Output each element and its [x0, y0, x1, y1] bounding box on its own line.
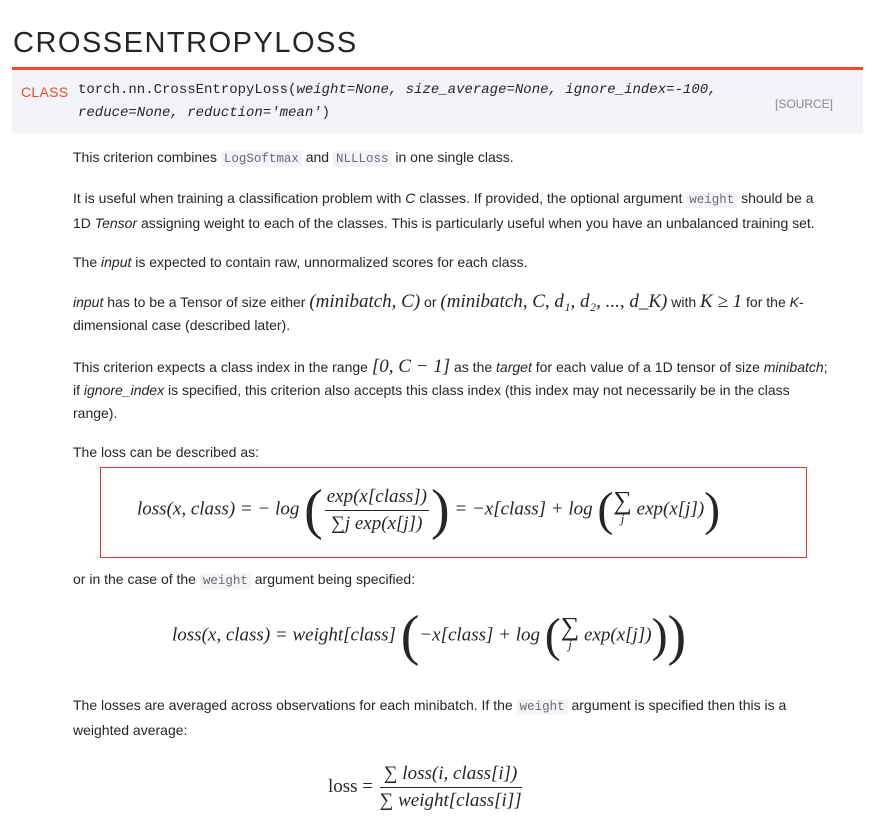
text: for the — [742, 294, 790, 310]
paragraph-input — [73, 251, 858, 274]
fraction-numerator: exp(x[class]) — [325, 486, 429, 511]
signature-params-1: weight=None, size_average=None, ignore_index=-100, — [296, 82, 717, 98]
paragraph-loss-desc: The loss can be described as: — [73, 444, 259, 460]
text: It is useful when training a classification problem with — [73, 190, 406, 206]
formula-box-loss — [100, 467, 807, 558]
text-tensor: Tensor — [94, 215, 138, 231]
text: weighted average: — [73, 722, 188, 738]
code-nllloss: NLLLoss — [333, 151, 392, 167]
open-paren: ( — [288, 82, 297, 98]
math-k-condition: K ≥ 1 — [700, 291, 743, 312]
text: 1D — [73, 215, 95, 231]
formula-weighted-loss — [172, 605, 687, 667]
code-weight: weight — [686, 192, 737, 208]
math-shape-2: (minibatch, C, d₁, d₂, ..., d_K) — [440, 291, 668, 312]
text: in one single class. — [391, 149, 514, 165]
page-title: CROSSENTROPYLOSS — [13, 27, 358, 60]
paren-close: ) — [704, 483, 721, 536]
text: classes. If provided, the optional argument — [415, 190, 687, 206]
fraction-softmax — [325, 486, 429, 535]
class-name: torch.nn.CrossEntropyLoss — [78, 82, 289, 98]
text-input: input — [101, 254, 132, 270]
text-minibatch: minibatch — [763, 359, 824, 375]
text: - — [798, 294, 804, 310]
text: has to be a Tensor of size either — [103, 294, 310, 310]
text: range). — [73, 405, 118, 421]
formula-loss — [137, 479, 721, 541]
code-weight: weight — [517, 699, 568, 715]
text: for each value of a 1D tensor of size — [531, 359, 764, 375]
code-logsoftmax: LogSoftmax — [221, 151, 302, 167]
math-k: K — [789, 294, 799, 310]
text: argument is specified then this is a — [567, 697, 787, 713]
signature-line-2 — [78, 105, 330, 121]
text: or in the case of the — [73, 571, 200, 587]
fraction-average — [380, 763, 522, 812]
text: The losses are averaged across observations for each minibatch. If the — [73, 697, 517, 713]
text: This criterion combines — [73, 149, 221, 165]
fraction-denominator: ∑ weight[class[i]] — [379, 790, 522, 811]
fraction-denominator: ∑j exp(x[j]) — [331, 512, 423, 534]
text: if — [73, 382, 84, 398]
paren-open: ( — [544, 609, 561, 662]
close-paren: ) — [321, 105, 331, 121]
text: dimensional case (described later). — [73, 317, 291, 333]
text: argument being specified: — [250, 571, 416, 587]
class-label: CLASS — [21, 84, 69, 100]
paragraph-input-shape — [73, 290, 858, 337]
class-signature — [12, 67, 863, 133]
math-range: [0, C − 1] — [371, 356, 451, 377]
paragraph-intro — [73, 146, 858, 171]
paren-close: ) — [651, 609, 668, 662]
formula-average-lhs: loss = — [328, 775, 374, 797]
formula-loss-rhs: = −x[class] + log — [454, 498, 593, 520]
formula-average — [328, 763, 524, 812]
fraction-numerator: ∑ loss(i, class[i]) — [380, 763, 522, 788]
formula-loss-lhs: loss(x, class) = − log — [137, 498, 300, 520]
math-shape-1: (minibatch, C) — [309, 291, 421, 312]
text: as the — [450, 359, 497, 375]
sum-symbol: ∑ j — [613, 486, 632, 526]
text-input: input — [73, 294, 104, 310]
paren-close: ) — [430, 479, 450, 541]
code-weight: weight — [200, 573, 251, 589]
paren-open: ( — [400, 605, 420, 667]
signature-params-2: reduce=None, reduction='mean' — [78, 105, 322, 121]
text: is expected to contain raw, unnormalized scores for each class. — [131, 254, 528, 270]
text: or — [420, 294, 441, 310]
paragraph-target — [73, 355, 858, 425]
text: This criterion expects a class index in the range — [73, 359, 372, 375]
text: assigning weight to each of the classes. This is particularly useful when you have an unbalanced training set. — [137, 215, 815, 231]
text-ignore-index: ignore_index — [83, 382, 165, 398]
nllloss-link[interactable] — [333, 149, 392, 165]
formula-weighted-mid: −x[class] + log — [419, 624, 540, 646]
text-target: target — [496, 359, 532, 375]
sum-symbol: ∑ j — [560, 612, 580, 652]
paren-close: ) — [667, 605, 687, 667]
paragraph-usage — [73, 187, 858, 235]
text: with — [667, 294, 701, 310]
paragraph-weight-case — [73, 568, 858, 593]
sum-term: exp(x[j]) — [636, 498, 705, 520]
text: and — [301, 149, 333, 165]
text: is specified, this criterion also accepts this class index (this index may not necessarily be in the class — [164, 382, 790, 398]
text: should be a — [737, 190, 814, 206]
sum-term: exp(x[j]) — [584, 624, 652, 646]
logsoftmax-link[interactable] — [221, 149, 302, 165]
math-c: C — [405, 190, 416, 206]
text: The — [73, 254, 102, 270]
formula-weighted-lhs: loss(x, class) = weight[class] — [172, 624, 396, 646]
paragraph-averaging — [73, 694, 858, 742]
source-link[interactable]: [SOURCE] — [774, 97, 833, 111]
text: ; — [823, 359, 828, 375]
paren-open: ( — [304, 479, 323, 541]
signature-line-1 — [78, 82, 717, 98]
paren-open: ( — [597, 483, 614, 536]
